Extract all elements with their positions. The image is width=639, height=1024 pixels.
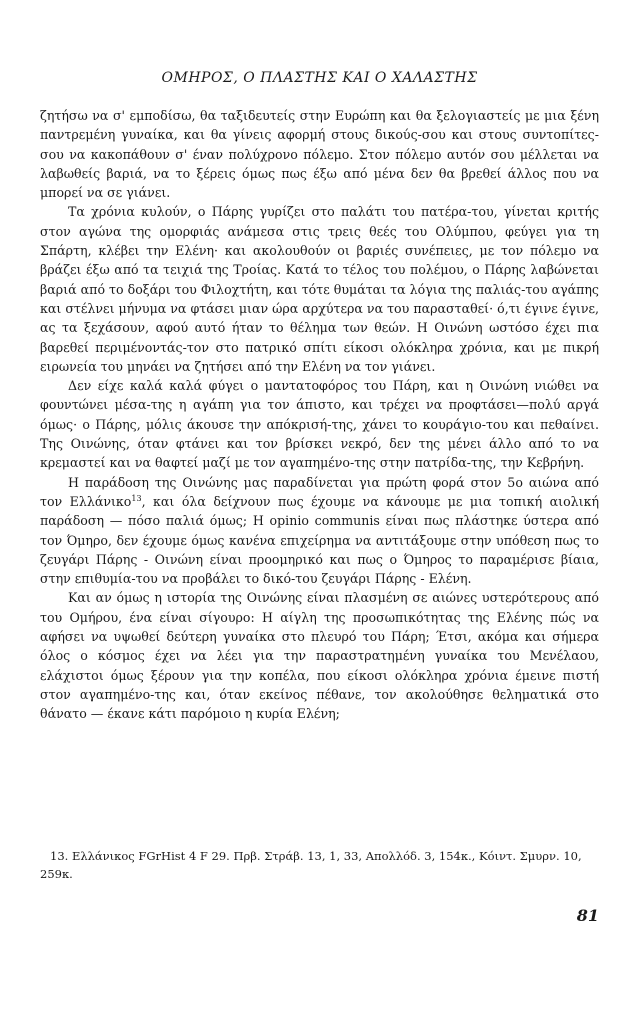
paragraph-4-text-end: , και όλα δείχνουν πως έχουμε να κάνουμε με μια τοπική αιολική παράδοση — πόσο παλιά όμως; Η opinio communis είναι πως πλάστηκε ύστερα από τον Όμηρο, δεν έχουμε όμως κανένα επιχείρημα να αντιτάξουμε στην υπόθεση πως το ζευγάρι Πάρης - Οινώνη είναι προομηρικό και πως ο Όμηρος το παραμέρισε βίαια, στην επιθυμία-του να προβάλει το δικό-του ζευγάρι Πάρης - Ελένη. bbox=[40, 493, 599, 587]
paragraph-2: Τα χρόνια κυλούν, ο Πάρης γυρίζει στο παλάτι του πατέρα-του, γίνεται κριτής στον αγώνα της ομορφιάς ανάμεσα στις τρεις θεές του Ολύμπου, φεύγει για τη Σπάρτη, κλέβει την Ελένη· και ακολουθούν οι βαριές συνέπειες, με τον πόλεμο να βράζει έξω από τα τειχιά της Τροίας. Κατά το τέλος του πολέμου, ο Πάρης λαβώνεται βαριά από το δοξάρι του Φιλοχτήτη, και τότε θυμάται τα λόγια της παλιάς-του αγάπης και στέλνει μήνυμα να φτάσει μιαν ώρα αρχύτερα να του παρασταθεί· ό,τι έγινε έγινε, ας τα ξεχάσουν, αφού αυτό ήταν το θέλημα των θεών. Η Οινώνη ωστόσο έχει πια βαρεθεί περιμένοντάς-τον στο πατρικό σπίτι είκοσι ολόκληρα χρόνια, και με πικρή ειρωνεία του μηνάει να ζητήσει από την Ελένη να τον γιάνει. bbox=[40, 204, 599, 374]
paragraph-1: ζητήσω να σ' εμποδίσω, θα ταξιδευτείς στην Ευρώπη και θα ξελογιαστείς με μια ξένη παντρεμένη γυναίκα, και θα γίνεις αφορμή στους δικούς-σου και στους συντοπίτες-σου να κακοπάθουν σ' έναν πολύχρονο πόλεμο. Στον πόλεμο αυτόν σου μέλλεται να λαβωθείς βαριά, να το ξέρεις όμως πως έξω από μένα δεν θα βρεθεί άλλος που να μπορεί να σε γιάνει. bbox=[40, 108, 599, 201]
paragraph-4-text-start: Η παράδοση της Οινώνης μας παραδίνεται για πρώτη φορά στον 5ο αιώνα από τον Ελλάνικο bbox=[40, 474, 599, 509]
page-number: 81 bbox=[576, 906, 599, 925]
book-page bbox=[40, 0, 599, 1024]
paragraph-4 bbox=[40, 473, 599, 589]
footnotes bbox=[40, 848, 599, 883]
running-head: ΟΜΗΡΟΣ, Ο ΠΛΑΣΤΗΣ ΚΑΙ Ο ΧΑΛΑΣΤΗΣ bbox=[161, 70, 478, 86]
footnote-ref-13: 13 bbox=[131, 493, 142, 503]
paragraph-5: Και αν όμως η ιστορία της Οινώνης είναι πλασμένη σε αιώνες υστερότερους από του Ομήρου, ένα είναι σίγουρο: Η αίγλη της προσωπικότητας της Ελένης πώς να αφήσει να υψωθεί δεύτερη γυναίκα στο πλευρό του Πάρη; Έτσι, ακόμα και σήμερα όλος ο κόσμος έχει να λέει για την παραστρατημένη γυναίκα του Μενέλαου, ελάχιστοι όμως ξέρουν για την κοπέλα, που είκοσι ολόκληρα χρόνια έμεινε πιστή στον αγαπημένο-της και, όταν εκείνος πέθανε, τον ακολούθησε θεληματικά στο θάνατο — έκανε κάτι παρόμοιο η κυρία Ελένη; bbox=[40, 590, 599, 722]
paragraph-3: Δεν είχε καλά καλά φύγει ο μαντατοφόρος του Πάρη, και η Οινώνη νιώθει να φουντώνει μέσα-της η αγάπη για τον άπιστο, και τρέχει να προφτάσει—πολύ αργά όμως· ο Πάρης, μόλις άκουσε την απόκρισή-της, χάνει το κουράγιο-του και πεθαίνει. Της Οινώνης, όταν φτάνει και τον βρίσκει νεκρό, δεν της μένει άλλο από το να κρεμαστεί και να θαφτεί μαζί με τον αγαπημένο-της στην πατρίδα-της, την Κεβρήνη. bbox=[40, 378, 599, 471]
footnote-13: 13. Ελλάνικος FGrHist 4 F 29. Πρβ. Στράβ. 13, 1, 33, Απολλόδ. 3, 154κ., Κόιντ. Σμυρν. 10, 259κ. bbox=[40, 849, 582, 881]
body-text bbox=[40, 106, 599, 724]
